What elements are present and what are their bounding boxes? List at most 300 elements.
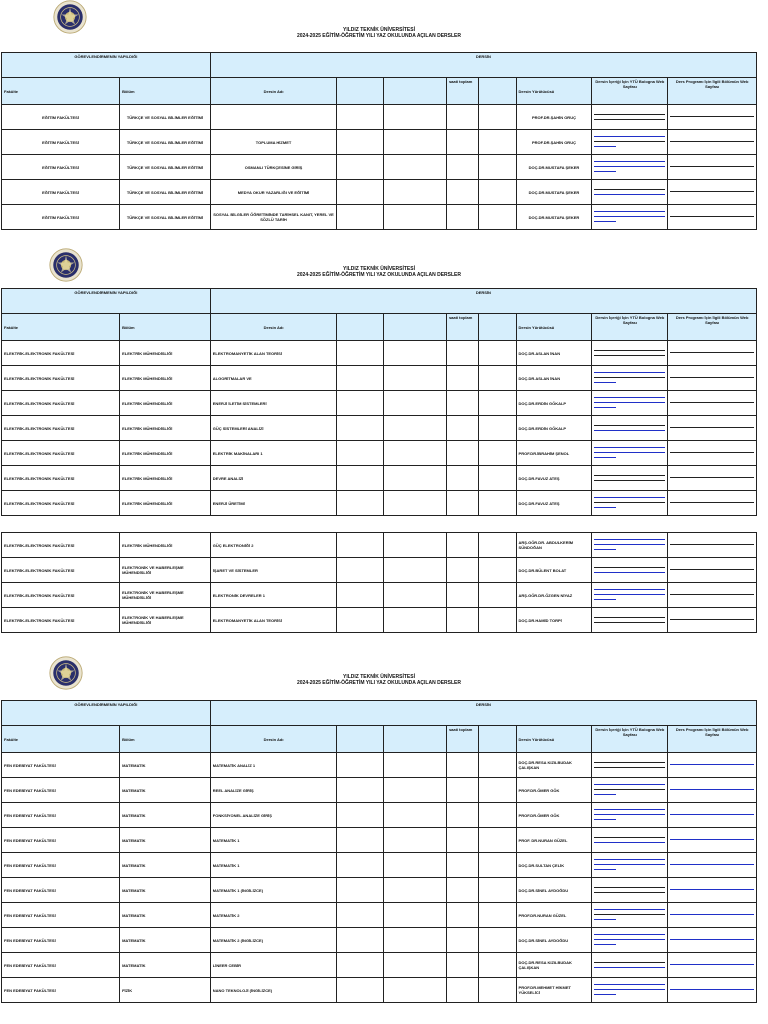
cell-yurutucu: DOÇ.DR.SİNEL AYDOĞDU [516,878,592,903]
cell-bolum: ELEKTRİK MÜHENDİSLİĞİ [120,441,211,466]
table-row [2,391,757,416]
cell-bologna-link[interactable] [592,828,668,853]
cell-program-link[interactable] [668,491,757,516]
table-row [2,558,757,583]
web-link-line[interactable] [670,140,754,142]
cell-yurutucu: DOÇ.DR.SULTAN ÇELİK [516,853,592,878]
web-link-line[interactable] [670,888,754,890]
web-link-line[interactable] [594,808,665,810]
web-link-line[interactable] [670,476,754,478]
cell-bologna-link[interactable] [592,953,668,978]
web-link-line[interactable] [594,571,665,573]
web-link-line[interactable] [594,396,665,398]
web-link-line[interactable] [594,783,665,785]
web-link-line[interactable] [594,113,665,115]
header-fakulte: Fakülte [2,726,120,753]
cell-bologna-link[interactable] [592,558,668,583]
header-ders-adi: Dersin Adı [210,314,337,341]
cell-program-link[interactable] [668,441,757,466]
cell-empty [383,341,446,366]
cell-bologna-link[interactable] [592,155,668,180]
cell-empty [383,155,446,180]
cell-bologna-link[interactable] [592,366,668,391]
web-link-line[interactable] [594,501,665,503]
cell-fakulte: FEN EDEBİYAT FAKÜLTESİ [2,778,120,803]
header-saati: saati toplam [446,314,478,341]
cell-empty [478,155,516,180]
cell-empty [446,105,478,130]
cell-program-link[interactable] [668,853,757,878]
cell-program-link[interactable] [668,533,757,558]
cell-empty [383,853,446,878]
cell-bologna-link[interactable] [592,878,668,903]
web-link-line[interactable] [594,160,665,162]
cell-program-link[interactable] [668,416,757,441]
cell-empty [337,491,383,516]
web-link-line[interactable] [594,354,665,356]
cell-fakulte: FEN EDEBİYAT FAKÜLTESİ [2,978,120,1003]
cell-bolum: MATEMATİK [120,778,211,803]
cell-fakulte: EĞİTİM FAKÜLTESİ [2,130,120,155]
web-link-line[interactable] [594,371,665,373]
document-title [0,27,758,39]
table-row [2,928,757,953]
cell-empty [383,130,446,155]
web-link-line[interactable] [594,543,665,545]
cell-empty [337,416,383,441]
cell-empty [478,853,516,878]
cell-ders-adi: ENERJİ ÜRETİMİ [210,491,337,516]
header-dersin: DERSİN [210,53,756,78]
cell-fakulte: FEN EDEBİYAT FAKÜLTESİ [2,803,120,828]
header-fakulte: Fakülte [2,314,120,341]
web-link-line[interactable] [670,190,754,192]
cell-program-link[interactable] [668,803,757,828]
cell-empty [446,828,478,853]
web-link-line[interactable] [594,993,615,995]
cell-fakulte: ELEKTRİK-ELEKTRONİK FAKÜLTESİ [2,366,120,391]
web-link-line[interactable] [594,140,665,142]
cell-ders-adi: ELEKTROMANYETİK ALAN TEORİSİ [210,608,337,633]
web-link-line[interactable] [594,918,615,920]
web-link-line[interactable] [594,188,665,190]
web-link-line[interactable] [594,401,665,403]
cell-bolum: MATEMATİK [120,753,211,778]
header-empty [478,726,516,753]
cell-fakulte: ELEKTRİK-ELEKTRONİK FAKÜLTESİ [2,491,120,516]
web-link-line[interactable] [670,788,754,790]
web-link-line[interactable] [594,210,665,212]
web-link-line[interactable] [670,938,754,940]
web-link-line[interactable] [670,165,754,167]
web-link-line[interactable] [594,943,615,945]
web-link-line[interactable] [594,135,665,137]
cell-program-link[interactable] [668,953,757,978]
cell-empty [478,105,516,130]
cell-bologna-link[interactable] [592,753,668,778]
web-link-line[interactable] [670,426,754,428]
cell-empty [337,533,383,558]
cell-empty [478,366,516,391]
cell-yurutucu: DOÇ.DR.ASLAN İNAN [516,341,592,366]
web-link-line[interactable] [670,913,754,915]
web-link-line[interactable] [594,456,615,458]
web-link-line[interactable] [594,836,665,838]
cell-program-link[interactable] [668,878,757,903]
header-yurutucu: Dersin Yürütücüsü [516,726,592,753]
web-link-line[interactable] [594,886,665,888]
document-subtitle: 2024-2025 EĞİTİM-ÖĞRETİM YILI YAZ OKULUNDA AÇILAN DERSLER [296,680,461,686]
web-link-line[interactable] [670,963,754,965]
cell-empty [383,753,446,778]
web-link-line[interactable] [670,451,754,453]
cell-empty [478,558,516,583]
web-link-line[interactable] [670,763,754,765]
cell-empty [446,558,478,583]
cell-program-link[interactable] [668,105,757,130]
header-empty [383,726,446,753]
cell-empty [337,828,383,853]
cell-empty [337,341,383,366]
web-link-line[interactable] [670,568,754,570]
web-link-line[interactable] [594,220,615,222]
cell-bologna-link[interactable] [592,416,668,441]
web-link-line[interactable] [594,496,665,498]
web-link-line[interactable] [670,376,754,378]
web-link-line[interactable] [594,818,615,820]
cell-empty [337,753,383,778]
web-link-line[interactable] [594,474,665,476]
cell-yurutucu: DOÇ.DR.HAMİD TORPİ [516,608,592,633]
cell-program-link[interactable] [668,366,757,391]
cell-program-link[interactable] [668,928,757,953]
cell-empty [446,341,478,366]
web-link-line[interactable] [670,401,754,403]
cell-ders-adi: MATEMATİK ANALİZ 1 [210,753,337,778]
cell-program-link[interactable] [668,753,757,778]
cell-empty [478,928,516,953]
web-link-line[interactable] [594,908,665,910]
cell-ders-adi: MATEMATİK 2 [210,903,337,928]
cell-yurutucu: DOÇ.DR.FAVUZ ATEŞ [516,466,592,491]
cell-empty [478,828,516,853]
header-empty [337,314,383,341]
header-gorevlendirme: GÖREVLENDİRMENİN YAPILDIĞI [2,289,211,314]
cell-bolum: FİZİK [120,978,211,1003]
web-link-line[interactable] [670,813,754,815]
web-link-line[interactable] [594,621,665,623]
cell-bolum: ELEKTRİK MÜHENDİSLİĞİ [120,416,211,441]
cell-ders-adi: OSMANLI TÜRKÇESİNE GİRİŞ [210,155,337,180]
web-link-line[interactable] [594,813,665,815]
web-link-line[interactable] [594,761,665,763]
cell-empty [337,441,383,466]
document-subtitle: 2024-2025 EĞİTİM-ÖĞRETİM YILI YAZ OKULUNDA AÇILAN DERSLER [296,272,461,278]
cell-bolum: MATEMATİK [120,928,211,953]
cell-bolum: MATEMATİK [120,803,211,828]
university-name: YILDIZ TEKNİK ÜNİVERSİTESİ [343,674,415,680]
cell-bolum: TÜRKÇE VE SOSYAL BİLİMLER EĞİTİMİ [120,180,211,205]
cell-program-link[interactable] [668,903,757,928]
cell-bologna-link[interactable] [592,180,668,205]
cell-program-link[interactable] [668,583,757,608]
cell-yurutucu: PROF.DR.ŞAHİN ORUÇ [516,130,592,155]
cell-ders-adi: GÜÇ SİSTEMLERİ ANALİZİ [210,416,337,441]
cell-program-link[interactable] [668,180,757,205]
web-link-line[interactable] [594,868,615,870]
cell-bologna-link[interactable] [592,341,668,366]
cell-bolum: TÜRKÇE VE SOSYAL BİLİMLER EĞİTİMİ [120,130,211,155]
cell-empty [383,583,446,608]
cell-bologna-link[interactable] [592,583,668,608]
cell-empty [337,903,383,928]
web-link-line[interactable] [594,548,615,550]
cell-yurutucu: DOÇ.DR.MUSTAFA ŞEKER [516,180,592,205]
web-link-line[interactable] [594,381,615,383]
cell-program-link[interactable] [668,828,757,853]
university-name: YILDIZ TEKNİK ÜNİVERSİTESİ [343,266,415,272]
cell-ders-adi: ELEKTRONİK DEVRELER 1 [210,583,337,608]
courses-table [1,52,757,230]
cell-ders-adi: DEVRE ANALİZİ [210,466,337,491]
cell-fakulte: EĞİTİM FAKÜLTESİ [2,205,120,230]
web-link-line[interactable] [594,193,665,195]
cell-bologna-link[interactable] [592,491,668,516]
cell-fakulte: ELEKTRİK-ELEKTRONİK FAKÜLTESİ [2,441,120,466]
cell-empty [446,466,478,491]
web-link-line[interactable] [594,983,665,985]
cell-ders-adi: ENERJİ İLETİM SİSTEMLERİ [210,391,337,416]
table-row [2,953,757,978]
cell-bolum: ELEKTRİK MÜHENDİSLİĞİ [120,491,211,516]
cell-bolum: ELEKTRİK MÜHENDİSLİĞİ [120,391,211,416]
cell-empty [337,180,383,205]
cell-empty [446,533,478,558]
cell-empty [383,180,446,205]
web-link-line[interactable] [594,766,665,768]
web-link-line[interactable] [670,593,754,595]
cell-program-link[interactable] [668,608,757,633]
cell-empty [446,953,478,978]
cell-empty [446,416,478,441]
table-row [2,978,757,1003]
cell-fakulte: EĞİTİM FAKÜLTESİ [2,105,120,130]
cell-empty [337,953,383,978]
header-empty [478,314,516,341]
web-link-line[interactable] [594,891,665,893]
cell-empty [478,533,516,558]
web-link-line[interactable] [594,538,665,540]
web-link-line[interactable] [594,170,615,172]
web-link-line[interactable] [670,543,754,545]
cell-ders-adi: LİNEER CEBİR [210,953,337,978]
header-saati: saati toplam [446,726,478,753]
cell-yurutucu: DOÇ.DR.SİNEL AYDOĞDU [516,928,592,953]
cell-ders-adi: REEL ANALİZE GİRİŞ [210,778,337,803]
cell-empty [383,978,446,1003]
cell-yurutucu: DOÇ.DR.MUSTAFA ŞEKER [516,155,592,180]
cell-fakulte: ELEKTRİK-ELEKTRONİK FAKÜLTESİ [2,341,120,366]
university-name: YILDIZ TEKNİK ÜNİVERSİTESİ [343,27,415,33]
cell-empty [446,205,478,230]
web-link-line[interactable] [594,118,665,120]
table-row [2,205,757,230]
cell-yurutucu: PROF.DR.ÖMER GÖK [516,778,592,803]
cell-bolum: ELEKTRİK MÜHENDİSLİĞİ [120,466,211,491]
cell-program-link[interactable] [668,978,757,1003]
cell-bologna-link[interactable] [592,205,668,230]
header-empty [337,726,383,753]
cell-program-link[interactable] [668,341,757,366]
cell-ders-adi: MATEMATİK 1 [210,828,337,853]
cell-fakulte: ELEKTRİK-ELEKTRONİK FAKÜLTESİ [2,583,120,608]
cell-empty [383,953,446,978]
web-link-line[interactable] [670,988,754,990]
web-link-line[interactable] [594,988,665,990]
web-link-line[interactable] [594,165,665,167]
cell-program-link[interactable] [668,130,757,155]
cell-empty [446,978,478,1003]
web-link-line[interactable] [594,429,665,431]
cell-empty [383,778,446,803]
cell-bologna-link[interactable] [592,978,668,1003]
cell-bologna-link[interactable] [592,466,668,491]
web-link-line[interactable] [594,215,665,217]
header-gorevlendirme: GÖREVLENDİRMENİN YAPILDIĞI [2,701,211,726]
cell-program-link[interactable] [668,558,757,583]
header-ders-adi: Dersin Adı [210,78,337,105]
cell-fakulte: FEN EDEBİYAT FAKÜLTESİ [2,853,120,878]
web-link-line[interactable] [594,793,615,795]
cell-bologna-link[interactable] [592,608,668,633]
web-link-line[interactable] [594,966,665,968]
cell-bologna-link[interactable] [592,928,668,953]
cell-empty [446,130,478,155]
web-link-line[interactable] [670,838,754,840]
web-link-line[interactable] [670,863,754,865]
cell-bolum: ELEKTRONİK VE HABERLEŞME MÜHENDİSLİĞİ [120,608,211,633]
web-link-line[interactable] [670,501,754,503]
cell-empty [383,366,446,391]
web-link-line[interactable] [670,215,754,217]
web-link-line[interactable] [594,788,665,790]
cell-program-link[interactable] [668,155,757,180]
cell-empty [446,778,478,803]
header-program: Ders Programı İçin İlgili Bölümün Web Sayfası [668,78,757,105]
web-link-line[interactable] [594,961,665,963]
web-link-line[interactable] [594,863,665,865]
web-link-line[interactable] [594,451,665,453]
cell-fakulte: EĞİTİM FAKÜLTESİ [2,155,120,180]
cell-program-link[interactable] [668,778,757,803]
cell-empty [478,978,516,1003]
cell-empty [383,558,446,583]
cell-program-link[interactable] [668,205,757,230]
cell-bolum: ELEKTRONİK VE HABERLEŞME MÜHENDİSLİĞİ [120,558,211,583]
web-link-line[interactable] [594,145,615,147]
web-link-line[interactable] [594,938,665,940]
header-bolum: Bölüm [120,726,211,753]
table-row [2,180,757,205]
cell-empty [383,105,446,130]
cell-empty [478,753,516,778]
web-link-line[interactable] [594,406,615,408]
table-row [2,341,757,366]
cell-empty [337,878,383,903]
cell-bologna-link[interactable] [592,130,668,155]
cell-bolum: MATEMATİK [120,828,211,853]
web-link-line[interactable] [594,588,665,590]
cell-yurutucu: DOÇ.DR.FAVUZ ATEŞ [516,491,592,516]
cell-empty [337,928,383,953]
cell-bologna-link[interactable] [592,903,668,928]
web-link-line[interactable] [670,351,754,353]
web-link-line[interactable] [594,446,665,448]
web-link-line[interactable] [594,376,665,378]
header-program: Ders Programı İçin İlgili Bölümün Web Sayfası [668,726,757,753]
cell-program-link[interactable] [668,466,757,491]
cell-fakulte: ELEKTRİK-ELEKTRONİK FAKÜLTESİ [2,533,120,558]
web-link-line[interactable] [594,479,665,481]
web-link-line[interactable] [594,841,665,843]
cell-bologna-link[interactable] [592,105,668,130]
web-link-line[interactable] [594,933,665,935]
cell-yurutucu: ARŞ.GÖR.DR.ÖZGEN NİYAZ [516,583,592,608]
web-link-line[interactable] [594,424,665,426]
cell-fakulte: ELEKTRİK-ELEKTRONİK FAKÜLTESİ [2,608,120,633]
web-link-line[interactable] [594,598,615,600]
cell-bologna-link[interactable] [592,441,668,466]
cell-program-link[interactable] [668,391,757,416]
web-link-line[interactable] [594,858,665,860]
cell-bolum: ELEKTRİK MÜHENDİSLİĞİ [120,533,211,558]
web-link-line[interactable] [594,593,665,595]
web-link-line[interactable] [670,618,754,620]
cell-ders-adi [210,105,337,130]
header-ders-adi: Dersin Adı [210,726,337,753]
cell-fakulte: ELEKTRİK-ELEKTRONİK FAKÜLTESİ [2,466,120,491]
table-row [2,778,757,803]
web-link-line[interactable] [594,506,615,508]
cell-empty [446,753,478,778]
cell-bologna-link[interactable] [592,853,668,878]
cell-empty [478,953,516,978]
cell-fakulte: EĞİTİM FAKÜLTESİ [2,180,120,205]
cell-bologna-link[interactable] [592,778,668,803]
cell-empty [446,608,478,633]
cell-fakulte: ELEKTRİK-ELEKTRONİK FAKÜLTESİ [2,416,120,441]
cell-bologna-link[interactable] [592,391,668,416]
table-row [2,416,757,441]
cell-bologna-link[interactable] [592,533,668,558]
web-link-line[interactable] [594,616,665,618]
cell-empty [383,903,446,928]
cell-empty [478,205,516,230]
cell-empty [446,903,478,928]
cell-bolum: TÜRKÇE VE SOSYAL BİLİMLER EĞİTİMİ [120,205,211,230]
header-saati: saati toplam [446,78,478,105]
cell-bologna-link[interactable] [592,803,668,828]
web-link-line[interactable] [594,913,665,915]
cell-ders-adi: TOPLUMA HİZMET [210,130,337,155]
web-link-line[interactable] [670,115,754,117]
cell-empty [383,391,446,416]
web-link-line[interactable] [594,566,665,568]
cell-empty [383,466,446,491]
cell-empty [337,391,383,416]
header-row-group [2,701,757,726]
web-link-line[interactable] [594,349,665,351]
